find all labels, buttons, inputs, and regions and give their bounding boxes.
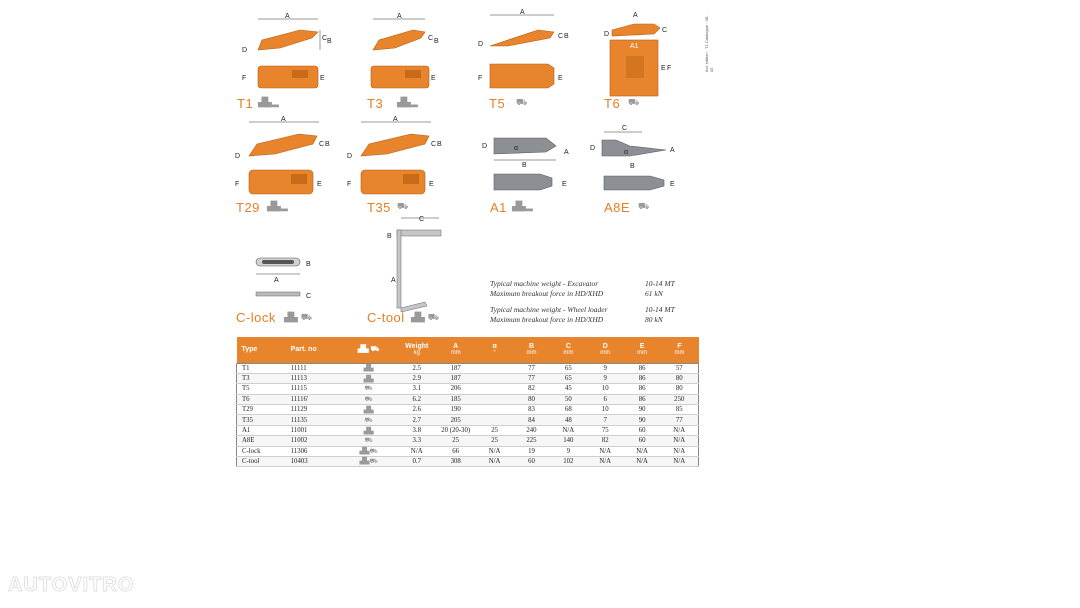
svg-text:E: E — [558, 75, 563, 82]
svg-text:D: D — [590, 145, 596, 152]
cell-d: 9 — [587, 363, 624, 373]
product-t3 — [367, 12, 457, 112]
cell-part: 11135 — [286, 415, 339, 425]
svg-text:F: F — [667, 65, 672, 72]
cell-d: N/A — [587, 457, 624, 467]
svg-text:B: B — [325, 141, 330, 148]
svg-text:A: A — [391, 277, 396, 284]
cell-f: N/A — [661, 446, 699, 456]
cell-f: 57 — [661, 363, 699, 373]
cell-weight: 2.5 — [398, 363, 435, 373]
cell-type: T29 — [237, 405, 286, 415]
table-row — [237, 373, 699, 383]
cell-d: 6 — [587, 394, 624, 404]
cell-part: 11111 — [286, 363, 339, 373]
cell-alpha: 25 — [476, 436, 513, 446]
cell-d: 10 — [587, 384, 624, 394]
loader-icon: ⛟ — [628, 98, 640, 108]
cell-f: N/A — [661, 425, 699, 435]
cell-b: 60 — [513, 457, 550, 467]
col-e: E mm — [637, 343, 648, 357]
svg-text:A: A — [285, 13, 290, 20]
cell-c: 45 — [550, 384, 587, 394]
table-row — [237, 446, 699, 456]
cell-type: C-tool — [237, 457, 286, 467]
cell-type: C-lock — [237, 446, 286, 456]
cell-f: N/A — [661, 436, 699, 446]
product-a8e — [590, 122, 690, 220]
svg-text:A: A — [393, 116, 398, 123]
svg-text:D: D — [478, 41, 484, 48]
svg-text:A: A — [564, 149, 569, 156]
cell-weight: 3.8 — [398, 425, 435, 435]
svg-text:A: A — [670, 147, 675, 154]
table-row — [237, 415, 699, 425]
excavator-icon: ▟▙ — [339, 425, 398, 435]
cell-e: 86 — [624, 373, 661, 383]
svg-text:B: B — [387, 233, 392, 240]
cell-part: 11001 — [286, 425, 339, 435]
product-c-lock — [236, 252, 346, 332]
loader-icon: ⛟ — [516, 98, 528, 108]
table-row — [237, 384, 699, 394]
svg-text:E: E — [317, 181, 322, 188]
svg-text:C: C — [319, 141, 325, 148]
product-label: A1 — [490, 200, 507, 215]
cell-f: 80 — [661, 384, 699, 394]
cell-type: A1 — [237, 425, 286, 435]
t1-drawing — [240, 12, 330, 112]
cell-part: 11113 — [286, 373, 339, 383]
spec-value: 80 kN — [645, 315, 663, 324]
cell-e: 90 — [624, 415, 661, 425]
cell-b: 80 — [513, 394, 550, 404]
loader-icon: ⛟ — [638, 202, 650, 212]
cell-type: T6 — [237, 394, 286, 404]
col-c: C mm — [563, 343, 574, 357]
cell-a: 66 — [435, 446, 476, 456]
cell-weight: N/A — [398, 446, 435, 456]
cell-b: 84 — [513, 415, 550, 425]
svg-text:C: C — [558, 33, 564, 40]
cell-type: T3 — [237, 373, 286, 383]
svg-text:A: A — [281, 116, 286, 123]
excavator-icon: ▟▙ — [339, 363, 398, 373]
cell-c: 50 — [550, 394, 587, 404]
col-d: D mm — [600, 343, 611, 357]
both-machines-icon: ▟▙ ⛟ — [411, 313, 440, 323]
cell-c: 9 — [550, 446, 587, 456]
both-icon: ▟▙⛟ — [339, 446, 398, 456]
cell-c: 65 — [550, 373, 587, 383]
product-t5 — [478, 8, 578, 112]
svg-text:D: D — [604, 31, 610, 38]
cell-f: N/A — [661, 457, 699, 467]
cell-a: 187 — [435, 363, 476, 373]
svg-text:B: B — [630, 163, 635, 170]
excavator-icon: ▟▙ — [339, 373, 398, 383]
cell-weight: 2.7 — [398, 415, 435, 425]
spec-value: 61 kN — [645, 289, 663, 298]
svg-text:C: C — [306, 293, 312, 300]
cell-f: 250 — [661, 394, 699, 404]
cell-alpha — [476, 415, 513, 425]
svg-text:B: B — [306, 261, 311, 268]
col-type: Type — [241, 346, 258, 354]
cell-e: 90 — [624, 405, 661, 415]
svg-text:E: E — [431, 75, 436, 82]
cell-d: 82 — [587, 436, 624, 446]
cell-alpha: N/A — [476, 446, 513, 456]
cell-b: 225 — [513, 436, 550, 446]
excavator-icon: ▟▙ — [357, 346, 369, 354]
svg-text:B: B — [327, 38, 332, 45]
cell-type: T35 — [237, 415, 286, 425]
cell-weight: 3.1 — [398, 384, 435, 394]
product-label: T35 — [367, 200, 391, 215]
both-icon: ▟▙⛟ — [339, 457, 398, 467]
cell-alpha — [476, 373, 513, 383]
table-row — [237, 457, 699, 467]
cell-d: 9 — [587, 373, 624, 383]
product-label: T5 — [489, 96, 506, 111]
excavator-icon: ▟▙▂ — [267, 202, 288, 212]
svg-text:F: F — [242, 75, 247, 82]
loader-icon: ⛟ — [397, 202, 409, 212]
svg-text:A: A — [520, 9, 525, 16]
product-label: T29 — [236, 200, 260, 215]
table-body — [237, 363, 699, 467]
cell-d: 10 — [587, 405, 624, 415]
cell-alpha — [476, 363, 513, 373]
cell-part: 11115 — [286, 384, 339, 394]
cell-alpha: 25 — [476, 425, 513, 435]
excavator-icon: ▟▙▂ — [258, 98, 279, 108]
cell-e: N/A — [624, 457, 661, 467]
spec-value: 10-14 MT — [645, 305, 675, 314]
product-label: T3 — [367, 96, 384, 111]
spec-label: Maximum breakout force in HD/XHD — [490, 315, 604, 324]
both-machines-icon: ▟▙ ⛟ — [284, 313, 313, 323]
svg-text:E: E — [429, 181, 434, 188]
cell-f: 80 — [661, 373, 699, 383]
product-label: T1 — [237, 96, 254, 111]
cell-part: 11002 — [286, 436, 339, 446]
cell-e: N/A — [624, 446, 661, 456]
cell-weight: 6.2 — [398, 394, 435, 404]
cell-d: N/A — [587, 446, 624, 456]
cell-e: 60 — [624, 436, 661, 446]
svg-text:F: F — [478, 75, 483, 82]
table-row — [237, 363, 699, 373]
svg-text:E: E — [562, 181, 567, 188]
product-t35 — [347, 114, 447, 218]
cell-part: 11129 — [286, 405, 339, 415]
svg-text:A: A — [397, 13, 402, 20]
svg-text:D: D — [347, 153, 353, 160]
cell-part: 10403 — [286, 457, 339, 467]
cell-a: 205 — [435, 415, 476, 425]
cell-c: 102 — [550, 457, 587, 467]
svg-text:C: C — [322, 35, 328, 42]
loader-icon: ⛟ — [339, 384, 398, 394]
spec-value: 10-14 MT — [645, 279, 675, 288]
cell-a: 185 — [435, 394, 476, 404]
svg-text:E: E — [661, 65, 666, 72]
svg-text:A: A — [274, 277, 279, 284]
cell-e: 60 — [624, 425, 661, 435]
cell-c: 48 — [550, 415, 587, 425]
cell-a: 206 — [435, 384, 476, 394]
cell-a: 187 — [435, 373, 476, 383]
table-header-row — [237, 337, 699, 363]
excavator-icon: ▟▙▂ — [512, 202, 533, 212]
cell-alpha — [476, 394, 513, 404]
svg-text:C: C — [431, 141, 437, 148]
cell-a: 25 — [435, 436, 476, 446]
svg-text:α: α — [514, 145, 519, 152]
cell-d: 75 — [587, 425, 624, 435]
svg-text:α: α — [624, 149, 629, 156]
loader-icon: ⛟ — [339, 415, 398, 425]
cell-c: N/A — [550, 425, 587, 435]
cell-e: 86 — [624, 394, 661, 404]
col-a: A mm — [450, 343, 461, 357]
svg-text:A1: A1 — [630, 43, 639, 50]
table-row — [237, 436, 699, 446]
table-row — [237, 405, 699, 415]
svg-text:F: F — [347, 181, 352, 188]
watermark: AUTOVITRO — [8, 574, 135, 596]
cell-f: 77 — [661, 415, 699, 425]
svg-text:F: F — [235, 181, 240, 188]
product-c-tool — [367, 212, 477, 332]
svg-text:B: B — [522, 162, 527, 169]
col-b: B mm — [526, 343, 537, 357]
cell-b: 82 — [513, 384, 550, 394]
cell-b: 240 — [513, 425, 550, 435]
table-row — [237, 425, 699, 435]
col-f: F mm — [674, 343, 685, 357]
cell-e: 86 — [624, 363, 661, 373]
spec-label: Typical machine weight - Wheel loader — [490, 305, 608, 314]
cell-b: 19 — [513, 446, 550, 456]
product-label: T6 — [604, 96, 621, 111]
svg-text:E: E — [320, 75, 325, 82]
cell-part: 11306 — [286, 446, 339, 456]
cell-weight: 2.9 — [398, 373, 435, 383]
spec-label: Maximum breakout force in HD/XHD — [490, 289, 604, 298]
cell-a: 20 (20-30) — [435, 425, 476, 435]
loader-icon: ⛟ — [339, 394, 398, 404]
svg-text:C: C — [662, 27, 668, 34]
cell-alpha — [476, 384, 513, 394]
cell-weight: 2.6 — [398, 405, 435, 415]
product-label: A8E — [604, 200, 631, 215]
cell-c: 65 — [550, 363, 587, 373]
cell-type: T5 — [237, 384, 286, 394]
excavator-icon: ▟▙ — [339, 405, 398, 415]
col-weight: Weight kg — [405, 343, 429, 357]
loader-icon: ⛟ — [339, 436, 398, 446]
cell-alpha: N/A — [476, 457, 513, 467]
svg-text:E: E — [670, 181, 675, 188]
cell-f: 85 — [661, 405, 699, 415]
cell-part: 11116' — [286, 394, 339, 404]
cell-a: 190 — [435, 405, 476, 415]
svg-text:C: C — [428, 35, 434, 42]
machine-specs — [490, 279, 690, 325]
product-t29 — [235, 114, 335, 218]
svg-text:C: C — [419, 216, 425, 223]
loader-icon: ⛟ — [370, 346, 380, 354]
cell-weight: 0.7 — [398, 457, 435, 467]
col-machine — [339, 337, 398, 363]
product-t6 — [604, 8, 674, 112]
cell-e: 86 — [624, 384, 661, 394]
svg-text:B: B — [437, 141, 442, 148]
cell-weight: 3.3 — [398, 436, 435, 446]
product-a1 — [480, 130, 580, 220]
product-label: C-tool — [367, 310, 405, 325]
svg-text:B: B — [564, 33, 569, 40]
cell-type: A8E — [237, 436, 286, 446]
svg-text:D: D — [235, 153, 241, 160]
cell-b: 83 — [513, 405, 550, 415]
svg-text:A: A — [633, 12, 638, 19]
table-row — [237, 394, 699, 404]
col-part-no: Part. no — [290, 346, 317, 354]
cell-d: 7 — [587, 415, 624, 425]
parts-table — [236, 337, 699, 467]
cell-b: 77 — [513, 373, 550, 383]
cell-c: 68 — [550, 405, 587, 415]
cell-alpha — [476, 405, 513, 415]
cell-type: T1 — [237, 363, 286, 373]
product-t1 — [237, 12, 332, 112]
svg-text:D: D — [242, 47, 248, 54]
cell-b: 77 — [513, 363, 550, 373]
excavator-icon: ▟▙▂ — [397, 98, 418, 108]
cell-a: 308 — [435, 457, 476, 467]
svg-text:C: C — [622, 125, 628, 132]
cell-c: 140 — [550, 436, 587, 446]
svg-text:B: B — [434, 38, 439, 45]
product-label: C-lock — [236, 310, 276, 325]
spec-label: Typical machine weight - Excavator — [490, 279, 599, 288]
svg-text:D: D — [482, 143, 488, 150]
col-alpha: α ° — [492, 343, 497, 357]
catalog-side-note: Ind. edition · T1 Catalogue · 08-05 — [704, 15, 714, 72]
